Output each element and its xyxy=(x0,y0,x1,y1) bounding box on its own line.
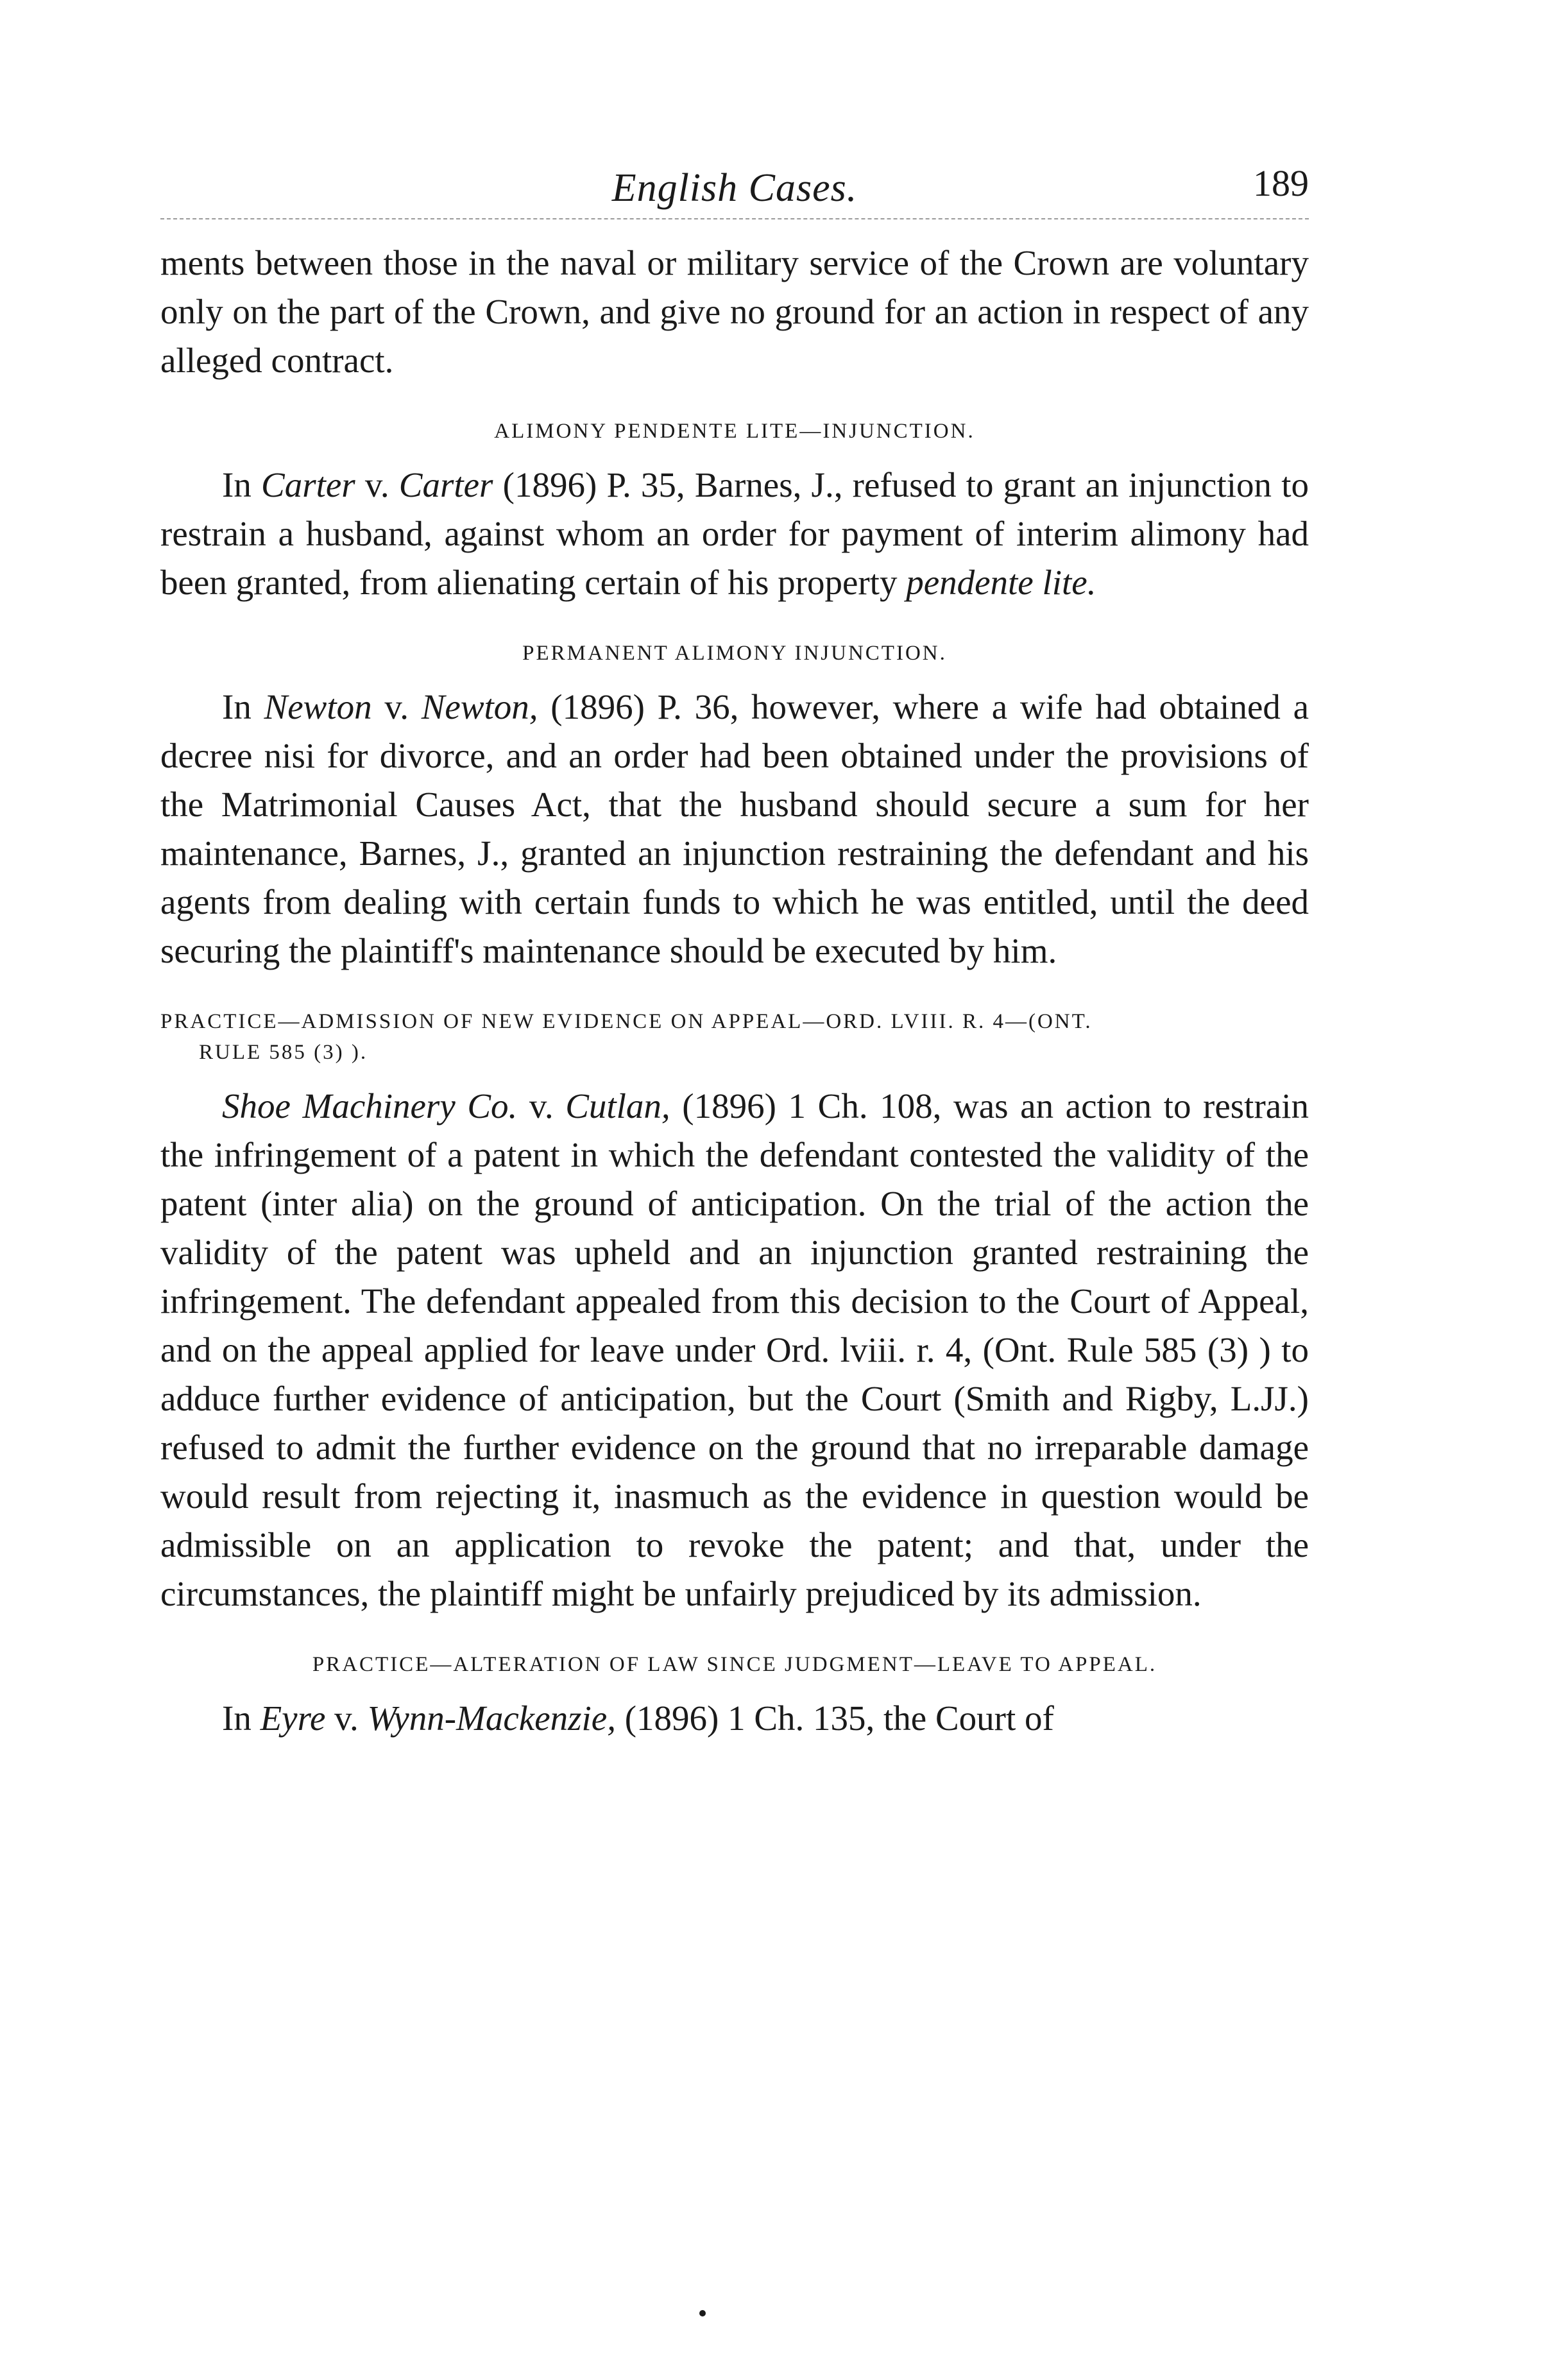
body-text: v. xyxy=(355,465,399,504)
body-text: In xyxy=(222,465,262,504)
body-text: (1896) P. 35, Barnes, J., refused to grant an injunction to restrain a husband, against whom an order for payment of interim alimony had been granted, from alienating certain of his property xyxy=(160,465,1309,602)
paragraph-eyre-v-wynn-mackenzie xyxy=(160,1694,1309,1743)
case-name-text: pendente lite. xyxy=(906,563,1096,602)
ink-dot xyxy=(699,2310,706,2316)
body-text: (1896) P. 36, however, where a wife had obtained a decree nisi for divorce, and an order had been obtained under the provisions of the Matrimonial Causes Act, that the husband should secure a sum for her maintenance, Barnes, J., granted an injunction restraining the defendant and his agents from dealing with certain funds to which he was entitled, until the deed securing the plaintiff's maintenance should be executed by him. xyxy=(160,687,1309,970)
paragraph-newton-v-newton xyxy=(160,683,1309,975)
case-name-text: Cutlan, xyxy=(565,1086,670,1126)
section-heading-text: PERMANENT ALIMONY INJUNCTION. xyxy=(522,642,947,665)
case-name-text: Carter xyxy=(261,465,355,504)
case-name-text: Shoe Machinery Co. xyxy=(222,1086,518,1126)
heading-alimony-pendente-lite xyxy=(160,416,1309,447)
heading-practice-admission-new-evidence xyxy=(160,1006,1309,1068)
case-name-text: Wynn-Mackenzie, xyxy=(367,1699,616,1738)
body-text: v. xyxy=(325,1699,368,1738)
paragraph-continuation: ments between those in the naval or military service of the Crown are voluntary only on the part of the Crown, and give no ground for an action in respect of any alleged contract. xyxy=(160,243,1309,380)
case-name-text: Newton xyxy=(264,687,372,726)
section-heading-text: PRACTICE—ALTERATION OF LAW SINCE JUDGMENT—LEAVE TO APPEAL. xyxy=(312,1653,1157,1676)
page-number: 189 xyxy=(1253,162,1309,204)
case-name-text: Carter xyxy=(398,465,493,504)
body-text: In xyxy=(222,687,264,726)
section-heading-text: PRACTICE—ADMISSION OF NEW EVIDENCE ON APPEAL—ORD. LVIII. R. 4—(ONT. xyxy=(160,1010,1093,1033)
case-name-text: Newton, xyxy=(421,687,538,726)
paragraph-carter-v-carter xyxy=(160,461,1309,607)
heading-practice-alteration-of-law xyxy=(160,1649,1309,1680)
book-page xyxy=(160,148,1309,1743)
body-text: In xyxy=(222,1699,260,1738)
case-name-text: Eyre xyxy=(260,1699,326,1738)
body-text: v. xyxy=(517,1086,566,1126)
heading-permanent-alimony xyxy=(160,638,1309,669)
body-text: (1896) 1 Ch. 135, the Court of xyxy=(615,1699,1054,1738)
paragraph-shoe-machinery-v-cutlan xyxy=(160,1082,1309,1618)
running-title: English Cases. xyxy=(611,166,858,210)
section-heading-text: ALIMONY PENDENTE LITE—INJUNCTION. xyxy=(494,420,975,443)
section-heading-subline: RULE 585 (3) ). xyxy=(199,1041,368,1064)
page-body xyxy=(160,239,1309,1743)
running-head xyxy=(160,148,1309,219)
body-text: (1896) 1 Ch. 108, was an action to restrain the infringement of a patent in which the defendant contested the validity of the patent (inter alia) on the ground of anticipation. On the trial of the action the validity of the patent was upheld and an injunction granted restraining the infringement. The defendant appealed from this decision to the Court of Appeal, and on the appeal applied for leave under Ord. lviii. r. 4, (Ont. Rule 585 (3) ) to adduce further evidence of anticipation, but the Court (Smith and Rigby, L.JJ.) refused to admit the further evidence on the ground that no irreparable damage would result from rejecting it, inasmuch as the evidence in question would be admissible on an application to revoke the patent; and that, under the circumstances, the plaintiff might be unfairly prejudiced by its admission. xyxy=(160,1086,1309,1613)
body-text: v. xyxy=(371,687,422,726)
